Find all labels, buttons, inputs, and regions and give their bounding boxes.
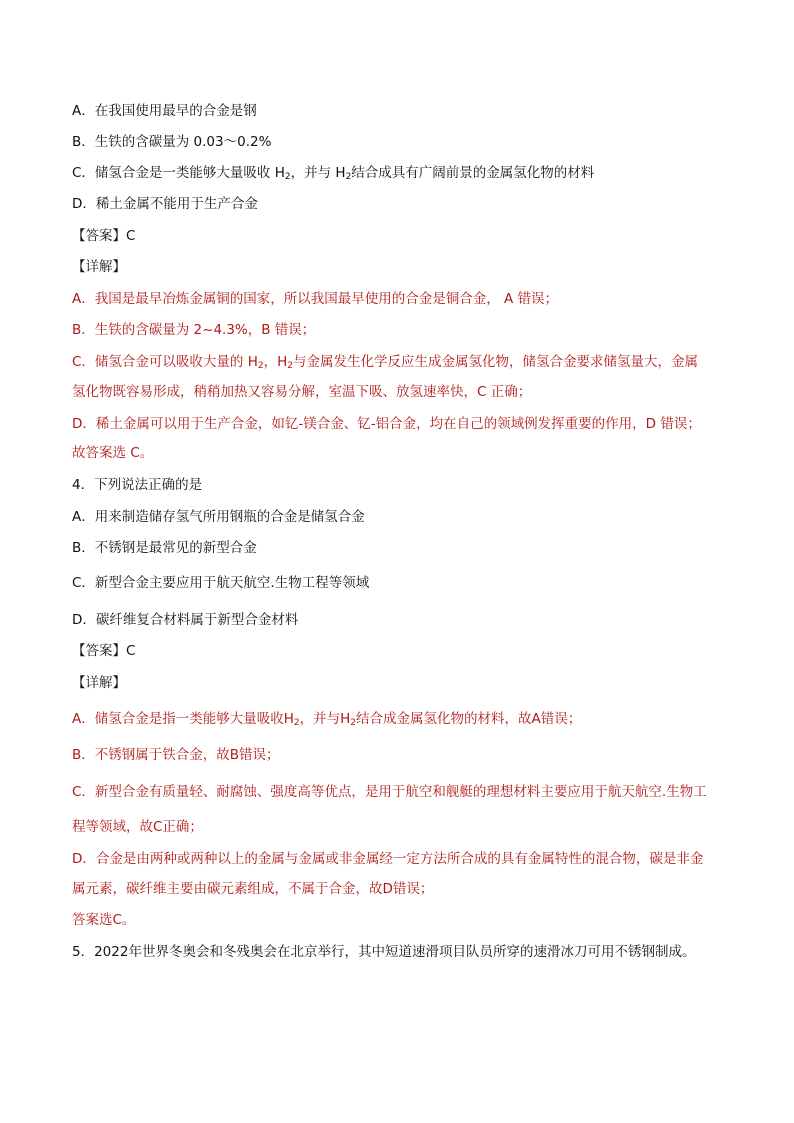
q3-conclusion: 故答案选 C。: [72, 445, 154, 461]
q3-exp-c-text-3: 与金属发生化学反应生成金属氢化物，储氢合金要求储氢量大，金属: [293, 354, 698, 370]
subscript: 2: [345, 172, 352, 182]
q4-explanation-b: B．不锈钢属于铁合金，故B错误；: [72, 747, 280, 763]
subscript: 2: [284, 172, 291, 182]
q3-option-b: B．生铁的含碳量为 0.03～0.2%: [72, 134, 272, 150]
q4-option-a: A．用来制造储存氢气所用钢瓶的合金是储氢合金: [72, 509, 365, 525]
q3-explanation-c-line1: [72, 352, 698, 376]
subscript: 2: [293, 718, 300, 728]
q4-detail-label: 【详解】: [72, 675, 126, 691]
subscript: 2: [287, 361, 293, 371]
q4-answer: 【答案】C: [72, 643, 136, 659]
q3-explanation-b: B．生铁的含碳量为 2~4.3%，B 错误；: [72, 322, 316, 338]
q3-option-c: [72, 163, 594, 187]
q4-explanation-d-line2: 属元素，碳纤维主要由碳元素组成，不属于合金，故D错误；: [72, 881, 434, 897]
q3-explanation-a: A．我国是最早冶炼金属铜的国家，所以我国最早使用的合金是铜合金， A 错误；: [72, 291, 559, 307]
q3-option-c-text-3: 结合成具有广阔前景的金属氢化物的材料: [351, 165, 595, 181]
q3-option-d: D．稀土金属不能用于生产合金: [72, 196, 258, 212]
q4-exp-a-text-3: 结合成金属氢化物的材料，故A错误；: [356, 711, 582, 727]
q4-exp-a-text-2: ，并与H: [299, 711, 351, 727]
q3-explanation-d: D．稀土金属可以用于生产合金，如钇-镁合金、钇-铝合金，均在自己的领域例发挥重要的作用，D 错误；: [72, 416, 701, 432]
q3-answer: 【答案】C: [72, 228, 136, 244]
subscript: 2: [257, 361, 264, 371]
q4-conclusion: 答案选C。: [72, 912, 136, 928]
subscript: 2: [350, 718, 357, 728]
q3-option-a: A．在我国使用最早的合金是钢: [72, 103, 257, 119]
q4-explanation-a: [72, 709, 581, 733]
q3-option-c-text-1: C．储氢合金是一类能够大量吸收 H: [72, 165, 285, 181]
q3-exp-c-text-2: ，H: [263, 354, 288, 370]
q3-option-c-text-2: ，并与 H: [290, 165, 346, 181]
q4-explanation-c-line1: C．新型合金有质量轻、耐腐蚀、强度高等优点，是用于航空和舰艇的理想材料主要应用于航天航空.生物工: [72, 784, 707, 800]
q3-exp-c-text-1: C．储氢合金可以吸收大量的 H: [72, 354, 258, 370]
q4-explanation-c-line2: 程等领域，故C正确；: [72, 819, 203, 835]
q4-exp-a-text-1: A．储氢合金是指一类能够大量吸收H: [72, 711, 294, 727]
q4-explanation-d-line1: D．合金是由两种或两种以上的金属与金属或非金属经一定方法所合成的具有金属特性的混合物，碳是非金: [72, 851, 704, 867]
q4-stem: 4．下列说法正确的是: [72, 477, 203, 493]
q3-explanation-c-line2: 氢化物既容易形成，稍稍加热又容易分解，室温下吸、放氢速率快，C 正确；: [72, 384, 532, 400]
q4-option-c: C．新型合金主要应用于航天航空.生物工程等领域: [72, 575, 370, 591]
q3-detail-label: 【详解】: [72, 259, 126, 275]
q4-option-d: D．碳纤维复合材料属于新型合金材料: [72, 612, 299, 628]
q5-stem: 5．2022年世界冬奥会和冬残奥会在北京举行，其中短道速滑项目队员所穿的速滑冰刀可用不锈钢制成。: [72, 944, 696, 960]
q4-option-b: B．不锈钢是最常见的新型合金: [72, 540, 257, 556]
